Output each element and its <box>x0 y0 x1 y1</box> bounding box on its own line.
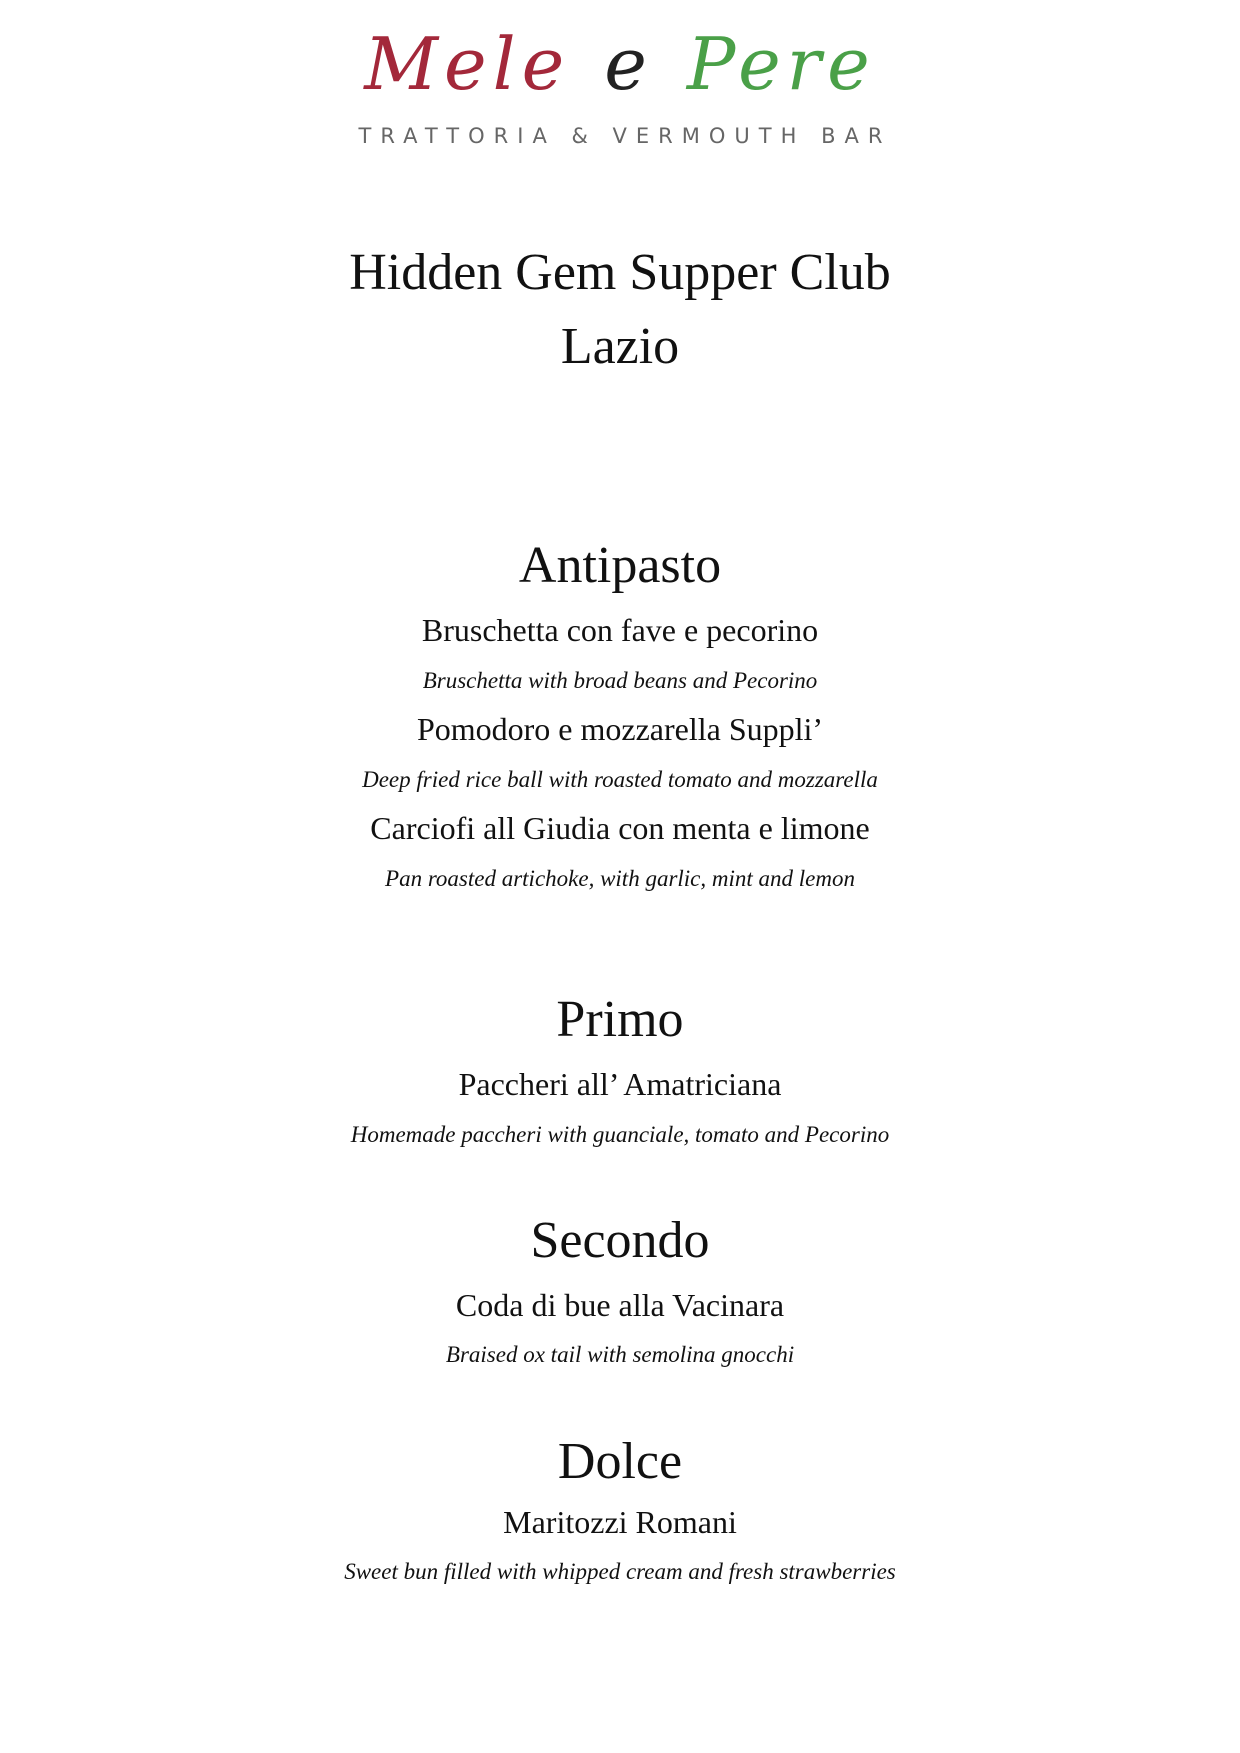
logo-word-pere: Pere <box>686 22 876 106</box>
logo-word-mele: Mele <box>364 22 571 106</box>
logo-tagline: TRATTORIA & VERMOUTH BAR <box>358 124 892 148</box>
dish-description: Deep fried rice ball with roasted tomato and mozzarella <box>362 767 878 792</box>
restaurant-logo <box>0 0 1240 170</box>
course-heading-primo: Primo <box>556 991 684 1048</box>
dish-name: Bruschetta con fave e pecorino <box>421 612 819 648</box>
dish-description: Homemade paccheri with guanciale, tomato and Pecorino <box>350 1122 890 1147</box>
dish-name: Paccheri all’ Amatriciana <box>458 1066 782 1102</box>
course-heading-secondo: Secondo <box>530 1212 710 1269</box>
dish-name: Pomodoro e mozzarella Suppli’ <box>416 711 824 747</box>
logo-wordmark <box>0 14 1240 114</box>
dish-description: Bruschetta with broad beans and Pecorino <box>422 668 818 693</box>
menu-region: Lazio <box>560 318 680 375</box>
course-heading-antipasto: Antipasto <box>518 537 722 594</box>
dish-name: Coda di bue alla Vacinara <box>455 1287 785 1323</box>
dish-description: Braised ox tail with semolina gnocchi <box>445 1342 795 1367</box>
dish-description: Pan roasted artichoke, with garlic, mint and lemon <box>385 866 855 891</box>
menu-title: Hidden Gem Supper Club <box>349 244 891 301</box>
dish-name: Maritozzi Romani <box>503 1504 737 1540</box>
course-heading-dolce: Dolce <box>557 1433 683 1490</box>
dish-description: Sweet bun filled with whipped cream and fresh strawberries <box>344 1559 896 1584</box>
dish-name: Carciofi all Giudia con menta e limone <box>370 810 870 846</box>
logo-ampersand: e <box>604 22 653 106</box>
